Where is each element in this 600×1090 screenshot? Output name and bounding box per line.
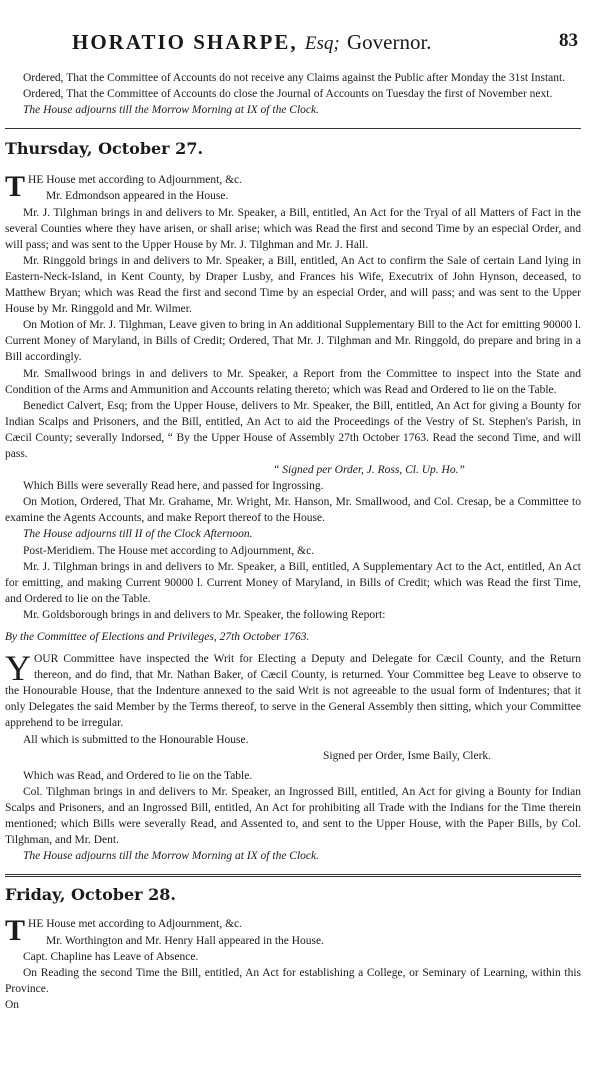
paragraph-read-ordered: Which was Read, and Ordered to lie on the Table. <box>23 769 253 782</box>
running-head <box>0 30 600 60</box>
drop-cap-2: Y <box>5 648 31 689</box>
journal-text <box>5 70 581 1013</box>
paragraph-goldsborough-report: Mr. Goldsborough brings in and delivers to Mr. Speaker, the following Report: <box>23 608 386 621</box>
order-claims: Ordered, That the Committee of Accounts do not receive any Claims against the Public after Monday the 31st Instant. <box>23 72 566 84</box>
drop-cap-3: T <box>5 914 26 948</box>
page-number: 83 <box>559 30 578 51</box>
paragraph-supplementary-act: Mr. J. Tilghman brings in and delivers to Mr. Speaker, a Bill, entitled, A Supplementary Act to the Act, entitled, An Act for emitting, and making Current 90000 l. Current Money of Maryland, in Bills of Credit; which was Read the first Time, and Ordered to lie on the Table. <box>5 560 581 605</box>
committee-heading: By the Committee of Elections and Privileges, 27th October 1763. <box>5 631 310 643</box>
paragraph-post-meridiem: Post-Meridiem. The House met according to Adjournment, &c. <box>23 544 315 557</box>
paragraph-edmondson: Mr. Edmondson appeared in the House. <box>46 190 229 203</box>
paragraph-college-bill: On Reading the second Time the Bill, entitled, An Act for establishing a College, or Seminary of Learning, within this Province. <box>5 966 581 995</box>
paragraph-met-text: HE House met according to Adjournment, &c. <box>28 174 242 187</box>
drop-cap-1: T <box>5 170 26 204</box>
paragraph-smallwood-report: Mr. Smallwood brings in and delivers to Mr. Speaker, a Report from the Committee to inspect into the State and Condition of the Arms and Ammunition and Accounts relating thereto; which was Read and Ordered to lie on the Table. <box>5 367 581 396</box>
adjournment-1: The House adjourns till the Morrow Morning at IX of the Clock. <box>23 104 320 117</box>
order-close-journal: Ordered, That the Committee of Accounts do close the Journal of Accounts on Tuesday the first of November next. <box>23 88 553 101</box>
title-governor: Governor. <box>346 30 432 54</box>
day-heading-friday-text: Friday, October 28. <box>5 885 176 905</box>
paragraph-motion-supplementary: On Motion of Mr. J. Tilghman, Leave given to bring in An additional Supplementary Bill to the Act for emitting 90000 l. Current Money of Maryland, in Bills of Credit; Ordered, That Mr. J. Tilghman and Mr. Ringgold, do prepare and bring in a Bill accordingly. <box>5 319 581 364</box>
signature-ross: “ Signed per Order, J. Ross, Cl. Up. Ho.” <box>273 464 465 477</box>
section-rule-2 <box>5 874 581 877</box>
day-heading-thursday-text: Thursday, October 27. <box>5 139 204 159</box>
paragraph-ingrossing: Which Bills were severally Read here, and passed for Ingrossing. <box>23 480 324 493</box>
paragraph-ingrossed-bills: Col. Tilghman brings in and delivers to Mr. Speaker, an Ingrossed Bill, entitled, An Act for giving a Bounty for Indian Scalps and Prisoners, and an Ingrossed Bill, entitled, An Act for prohibiting all Trade with the Indians for the Time therein mentioned; which Bills were severally Read, and Assented to, and sent to the Upper House, with the Paper Bills, by Col. Tilghman, and Mr. Dent. <box>5 785 581 847</box>
section-rule-1 <box>5 128 581 129</box>
paragraph-ringgold-bill: Mr. Ringgold brings in and delivers to Mr. Speaker, a Bill, entitled, An Act to confirm the Sale of certain Land lying in Eastern-Neck-Island, in Kent County, by Draper Lusby, and Frances his Wife, Executrix of John Hynson, deceased, to Matthew Bryan; which was Read the first and second Time by an especial Order, and will pass; and was sent to the Upper House by Mr. Ringgold and Mr. Wilmer. <box>5 254 581 316</box>
running-head-title <box>72 30 432 55</box>
title-name: HORATIO SHARPE, <box>72 30 298 54</box>
day-heading-friday <box>5 887 581 904</box>
paragraph-agents-committee: On Motion, Ordered, That Mr. Grahame, Mr. Wright, Mr. Hanson, Mr. Smallwood, and Col. Cresap, be a Committee to examine the Agents Accounts, and make Report thereof to the House. <box>5 496 581 525</box>
paragraph-calvert-bills: Benedict Calvert, Esq; from the Upper House, delivers to Mr. Speaker, the Bill, entitled, An Act for giving a Bounty for Indian Scalps and Prisoners, and the Bill, entitled, An Act to aid the Proceedings of the Vestry of St. Stephen's Parish, in Cæcil County; severally Indorsed, “ By the Upper House of Assembly 27th October 1763. Read the second Time, and will pass. <box>5 399 581 460</box>
paragraph-tilghman-bill: Mr. J. Tilghman brings in and delivers to Mr. Speaker, a Bill, entitled, An Act for the Tryal of all Matters of Fact in the several Counties where they have arisen, or shall arise; which was Read the first and second Time by an especial Order, and will pass; and was sent to the Upper House by Mr. J. Tilghman and Mr. J. Hall. <box>5 206 581 251</box>
day-heading-thursday <box>5 141 581 158</box>
paragraph-chapline: Capt. Chapline has Leave of Absence. <box>23 950 199 963</box>
paragraph-committee-report <box>5 648 581 731</box>
paragraph-worthington: Mr. Worthington and Mr. Henry Hall appeared in the House. <box>46 934 325 947</box>
adjournment-3: The House adjourns till the Morrow Morning at IX of the Clock. <box>23 850 320 863</box>
paragraph-submitted: All which is submitted to the Honourable House. <box>23 733 249 746</box>
paragraph-committee-report-text: OUR Committee have inspected the Writ for Electing a Deputy and Delegate for Cæcil County, and the Return thereon, and do find, that Mr. Nathan Baker, of Cæcil County, is returned. Your Committee beg Leave to observe to the Honourable House, that the Indenture annexed to the said Writ is not agreeable to the usual form of Indentures; that it only Delegates the said Member by the Terms thereof, to serve in the General Assembly then sitting, which your Committee apprehend to be irregular. <box>5 653 581 730</box>
title-esq: Esq; <box>304 33 340 54</box>
signature-baily: Signed per Order, Isme Baily, Clerk. <box>323 749 492 762</box>
paragraph-met-friday-text: HE House met according to Adjournment, &c. <box>28 918 242 931</box>
adjournment-2: The House adjourns till II of the Clock Afternoon. <box>23 528 253 541</box>
catchword: On <box>5 998 20 1011</box>
